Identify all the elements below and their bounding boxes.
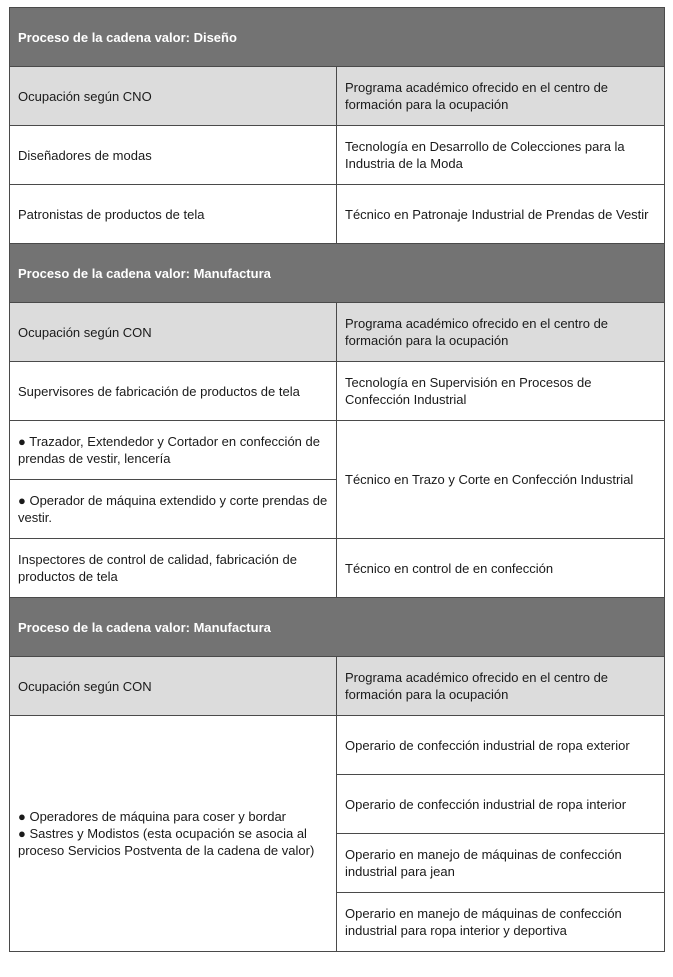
program-cell: Operario en manejo de máquinas de confección industrial para jean <box>337 834 665 893</box>
table-row <box>10 362 665 421</box>
occupation-cell: Inspectores de control de calidad, fabricación de productos de tela <box>10 539 337 598</box>
table-row <box>10 539 665 598</box>
table-row <box>10 126 665 185</box>
occupation-cell: Patronistas de productos de tela <box>10 185 337 244</box>
section-header-manufactura <box>10 244 665 303</box>
column-header-row <box>10 657 665 716</box>
column-header-occupation: Ocupación según CON <box>10 303 337 362</box>
column-header-occupation: Ocupación según CNO <box>10 67 337 126</box>
section-title: Proceso de la cadena valor: Diseño <box>10 8 665 67</box>
program-cell: Técnico en control de en confección <box>337 539 665 598</box>
column-header-occupation: Ocupación según CON <box>10 657 337 716</box>
table-row <box>10 421 665 480</box>
program-cell: Tecnología en Desarrollo de Colecciones para la Industria de la Moda <box>337 126 665 185</box>
occupation-cell: Diseñadores de modas <box>10 126 337 185</box>
occupation-cell <box>10 716 337 952</box>
section-title: Proceso de la cadena valor: Manufactura <box>10 598 665 657</box>
occupation-cell: ● Operador de máquina extendido y corte prendas de vestir. <box>10 480 337 539</box>
program-cell: Operario en manejo de máquinas de confección industrial para ropa interior y deportiva <box>337 893 665 952</box>
column-header-program: Programa académico ofrecido en el centro de formación para la ocupación <box>337 303 665 362</box>
occupation-line: ● Operadores de máquina para coser y bordar <box>18 809 286 824</box>
table-row <box>10 185 665 244</box>
occupation-cell: Supervisores de fabricación de productos de tela <box>10 362 337 421</box>
section-title: Proceso de la cadena valor: Manufactura <box>10 244 665 303</box>
column-header-row <box>10 67 665 126</box>
occupation-program-table <box>9 7 665 952</box>
program-cell: Técnico en Patronaje Industrial de Prendas de Vestir <box>337 185 665 244</box>
program-cell: Operario de confección industrial de ropa exterior <box>337 716 665 775</box>
program-cell: Técnico en Trazo y Corte en Confección Industrial <box>337 421 665 539</box>
section-header-diseno <box>10 8 665 67</box>
table-row <box>10 716 665 775</box>
program-cell: Operario de confección industrial de ropa interior <box>337 775 665 834</box>
occupation-cell: ● Trazador, Extendedor y Cortador en confección de prendas de vestir, lencería <box>10 421 337 480</box>
section-header-manufactura-2 <box>10 598 665 657</box>
column-header-program: Programa académico ofrecido en el centro de formación para la ocupación <box>337 67 665 126</box>
column-header-row <box>10 303 665 362</box>
program-cell: Tecnología en Supervisión en Procesos de Confección Industrial <box>337 362 665 421</box>
column-header-program: Programa académico ofrecido en el centro de formación para la ocupación <box>337 657 665 716</box>
occupation-line: ● Sastres y Modistos (esta ocupación se asocia al proceso Servicios Postventa de la cadena de valor) <box>18 826 315 858</box>
